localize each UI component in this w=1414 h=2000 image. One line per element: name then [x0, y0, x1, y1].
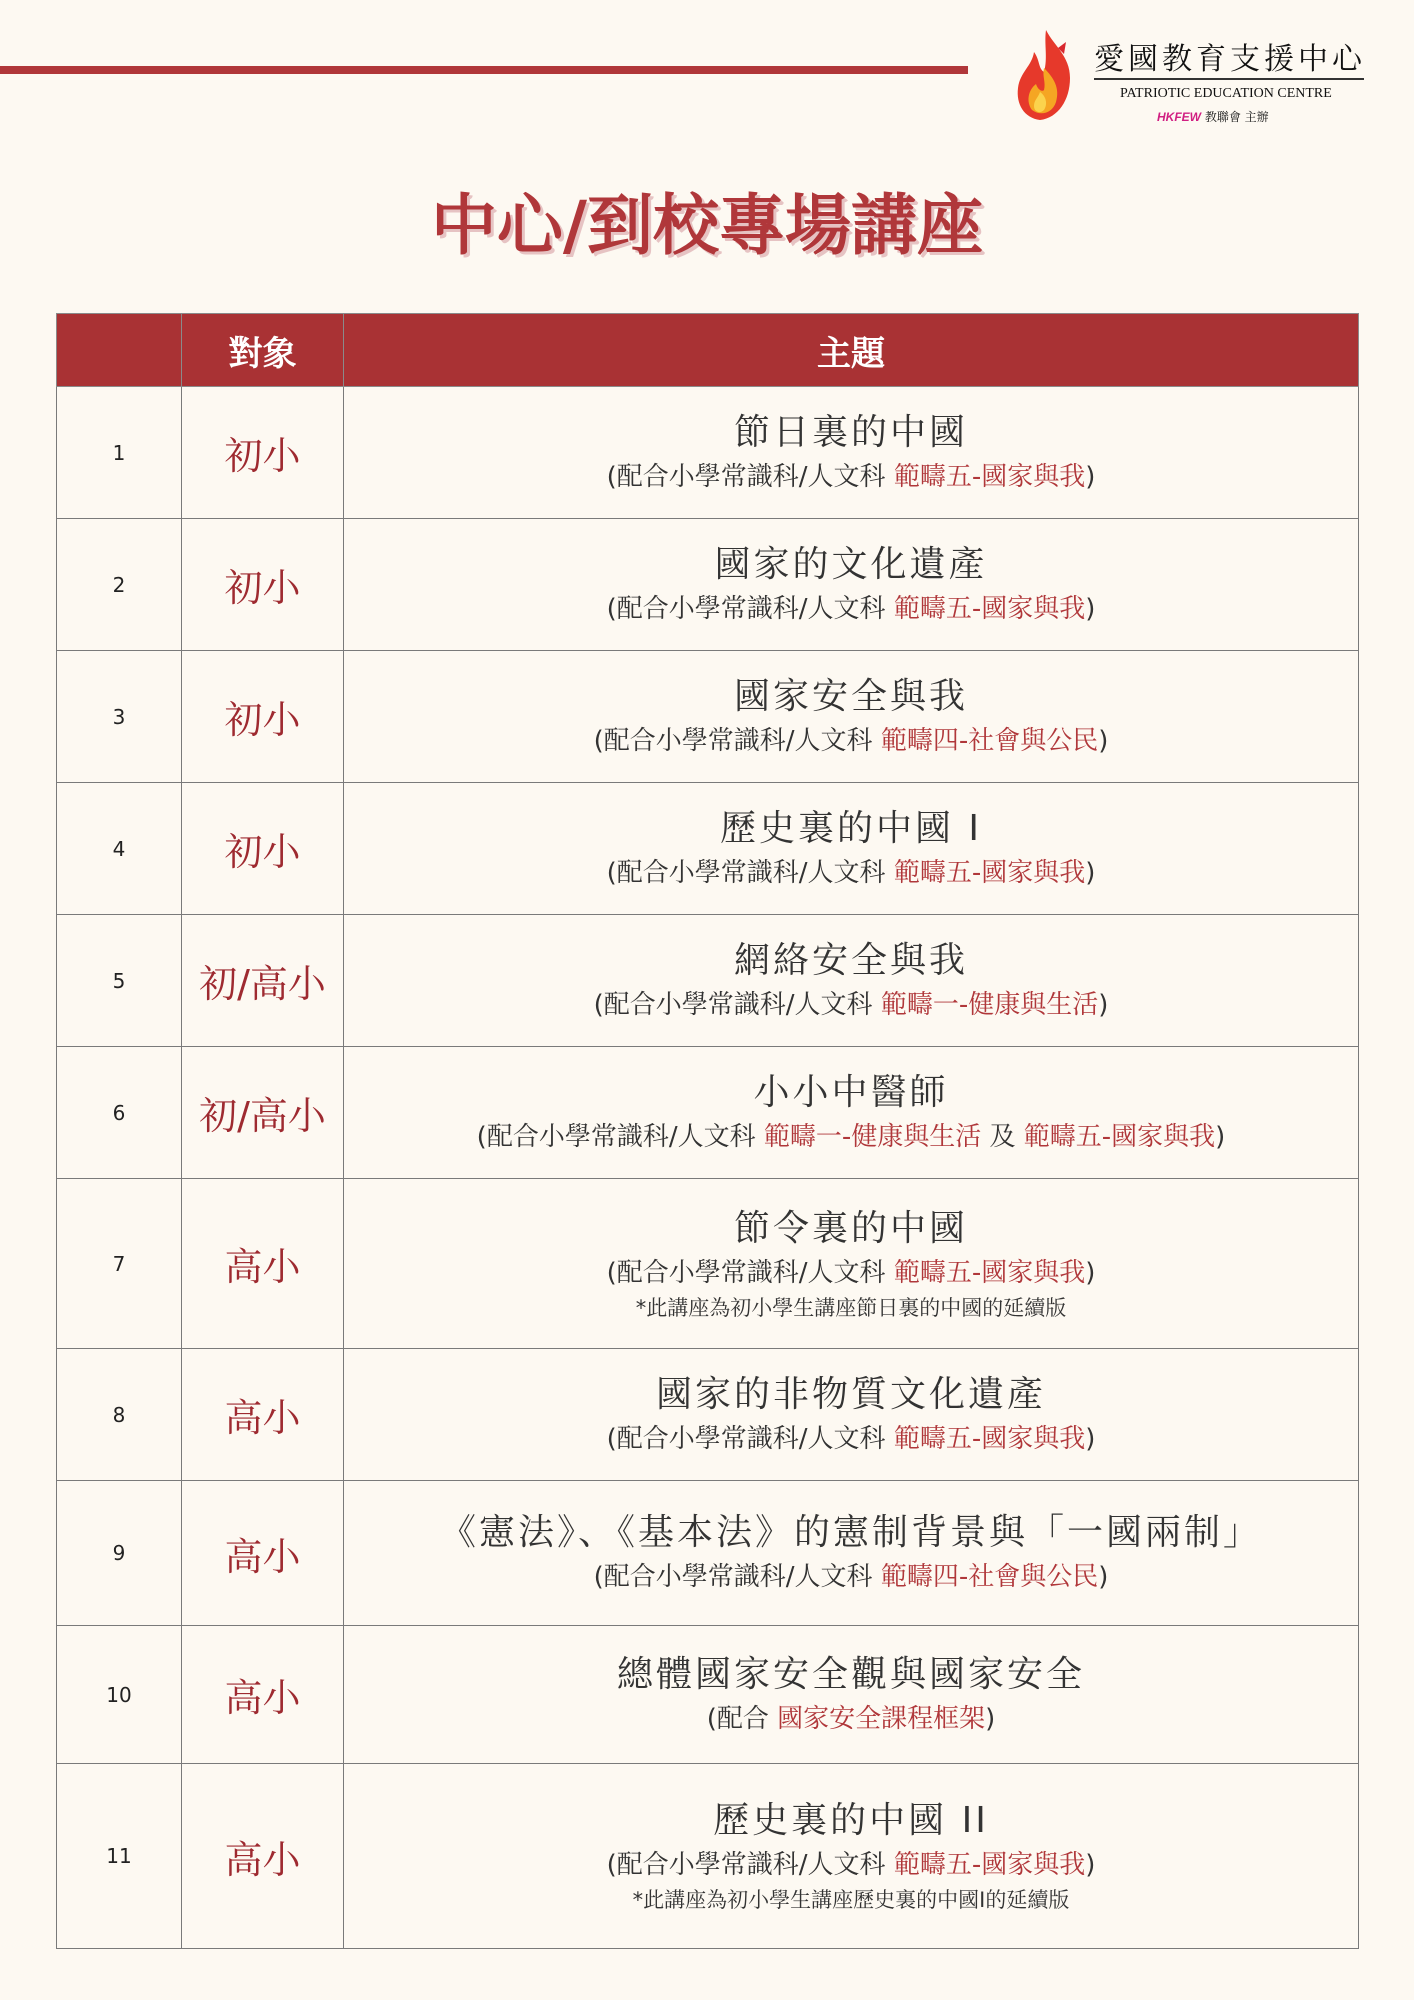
row-topic — [344, 1179, 1359, 1349]
row-number: 6 — [57, 1047, 182, 1179]
row-audience: 高小 — [182, 1349, 344, 1481]
hkfew-brand: HKFEW — [1157, 110, 1201, 124]
topic-curriculum — [344, 589, 1358, 629]
curriculum-text: ) — [1098, 1562, 1109, 1592]
table-row — [57, 651, 1359, 783]
header-number — [57, 314, 182, 387]
top-decorative-rule — [0, 66, 968, 74]
header-topic: 主題 — [344, 314, 1359, 387]
row-audience: 初/高小 — [182, 1047, 344, 1179]
row-audience: 初小 — [182, 783, 344, 915]
topic-curriculum — [344, 721, 1358, 761]
topic-title: 節日裏的中國 — [733, 411, 968, 453]
table-row — [57, 1764, 1359, 1949]
curriculum-strand: 範疇五-國家與我 — [893, 1423, 1086, 1454]
topic-curriculum — [344, 853, 1358, 893]
row-number: 11 — [57, 1764, 182, 1949]
row-number: 7 — [57, 1179, 182, 1349]
curriculum-text: ) — [1098, 989, 1109, 1020]
curriculum-text: 及 — [981, 1121, 1024, 1152]
curriculum-text: (配合小學常識科/人文科 — [606, 593, 894, 624]
row-audience: 初小 — [182, 519, 344, 651]
topic-title: 歷史裏的中國 I — [719, 807, 983, 849]
topic-note: *此講座為初小學生講座歷史裏的中國I的延續版 — [632, 1888, 1070, 1912]
table-row — [57, 1047, 1359, 1179]
row-topic — [344, 1481, 1359, 1626]
curriculum-strand: 範疇四-社會與公民 — [880, 1562, 1099, 1592]
curriculum-text: (配合小學常識科/人文科 — [593, 725, 881, 756]
flame-logo-icon — [1010, 28, 1082, 124]
logo-divider — [1094, 78, 1364, 80]
row-audience: 高小 — [182, 1481, 344, 1626]
topic-curriculum — [344, 1845, 1358, 1885]
curriculum-strand: 國家安全課程框架 — [777, 1703, 986, 1734]
row-topic — [344, 1764, 1359, 1949]
row-topic — [344, 519, 1359, 651]
curriculum-text: ) — [1085, 1423, 1096, 1454]
curriculum-text: (配合小學常識科/人文科 — [606, 1423, 894, 1454]
header-audience: 對象 — [182, 314, 344, 387]
topic-title: 總體國家安全觀與國家安全 — [616, 1653, 1085, 1695]
row-number: 8 — [57, 1349, 182, 1481]
topic-curriculum — [344, 1699, 1358, 1739]
topic-title: 小小中醫師 — [753, 1071, 949, 1113]
lecture-table — [56, 313, 1359, 1949]
curriculum-text: ) — [1085, 593, 1096, 624]
topic-curriculum — [344, 1117, 1358, 1157]
row-number: 2 — [57, 519, 182, 651]
curriculum-strand: 範疇四-社會與公民 — [880, 725, 1099, 756]
curriculum-text: ) — [1085, 1257, 1096, 1288]
topic-title: 節令裏的中國 — [733, 1207, 968, 1249]
curriculum-strand: 範疇五-國家與我 — [893, 857, 1086, 888]
table-row — [57, 1349, 1359, 1481]
topic-curriculum — [344, 1557, 1358, 1597]
curriculum-strand: 範疇五-國家與我 — [1023, 1121, 1216, 1152]
row-topic — [344, 1047, 1359, 1179]
row-number: 10 — [57, 1626, 182, 1764]
curriculum-text: (配合小學常識科/人文科 — [606, 1257, 894, 1288]
curriculum-text: ) — [1085, 1850, 1096, 1880]
curriculum-text: ) — [985, 1703, 996, 1734]
row-topic — [344, 783, 1359, 915]
topic-title: 《憲法》、《基本法》的憲制背景與「一國兩制」 — [439, 1512, 1262, 1553]
topic-note: *此講座為初小學生講座節日裏的中國的延續版 — [635, 1295, 1067, 1320]
row-number: 3 — [57, 651, 182, 783]
topic-curriculum — [344, 1253, 1358, 1293]
table-row — [57, 1179, 1359, 1349]
organization-logo — [1010, 28, 1390, 128]
curriculum-text: (配合小學常識科/人文科 — [593, 989, 881, 1020]
curriculum-text: (配合 — [706, 1703, 778, 1734]
table-row — [57, 915, 1359, 1047]
curriculum-strand: 範疇一-健康與生活 — [880, 989, 1099, 1020]
curriculum-text: (配合小學常識科/人文科 — [476, 1121, 764, 1152]
table-row — [57, 387, 1359, 519]
row-topic — [344, 387, 1359, 519]
logo-english-name: PATRIOTIC EDUCATION CENTRE — [1120, 86, 1332, 101]
curriculum-text: ) — [1085, 857, 1096, 888]
curriculum-text: (配合小學常識科/人文科 — [606, 857, 894, 888]
table-body — [57, 387, 1359, 1949]
curriculum-text: (配合小學常識科/人文科 — [593, 1562, 881, 1592]
topic-title: 國家安全與我 — [733, 675, 968, 717]
page-title: 中心/到校專場講座 — [430, 187, 984, 264]
table-row — [57, 519, 1359, 651]
topic-curriculum — [344, 1419, 1358, 1459]
row-audience: 初小 — [182, 387, 344, 519]
row-audience: 初/高小 — [182, 915, 344, 1047]
curriculum-strand: 範疇五-國家與我 — [893, 1257, 1086, 1288]
table-row — [57, 783, 1359, 915]
organizer-text: 教聯會 主辦 — [1204, 110, 1269, 124]
row-topic — [344, 1349, 1359, 1481]
row-number: 5 — [57, 915, 182, 1047]
curriculum-strand: 範疇一-健康與生活 — [763, 1121, 982, 1152]
row-audience: 高小 — [182, 1179, 344, 1349]
topic-curriculum — [344, 457, 1358, 497]
topic-title: 網絡安全與我 — [733, 939, 968, 981]
row-number: 1 — [57, 387, 182, 519]
row-audience: 高小 — [182, 1764, 344, 1949]
row-number: 4 — [57, 783, 182, 915]
row-topic — [344, 1626, 1359, 1764]
topic-title: 歷史裏的中國 II — [713, 1800, 989, 1841]
row-topic — [344, 915, 1359, 1047]
curriculum-text: (配合小學常識科/人文科 — [606, 1850, 894, 1880]
row-audience: 高小 — [182, 1626, 344, 1764]
curriculum-text: ) — [1085, 461, 1096, 492]
table-header-row — [57, 314, 1359, 387]
curriculum-strand: 範疇五-國家與我 — [893, 593, 1086, 624]
curriculum-text: ) — [1215, 1121, 1226, 1152]
logo-organizer — [1157, 108, 1269, 125]
topic-title: 國家的非物質文化遺產 — [655, 1373, 1046, 1415]
logo-chinese-name: 愛國教育支援中心 — [1094, 42, 1366, 77]
row-topic — [344, 651, 1359, 783]
topic-curriculum — [344, 985, 1358, 1025]
table-row — [57, 1481, 1359, 1626]
topic-title: 國家的文化遺產 — [714, 543, 988, 585]
row-audience: 初小 — [182, 651, 344, 783]
curriculum-strand: 範疇五-國家與我 — [893, 1850, 1086, 1880]
row-number: 9 — [57, 1481, 182, 1626]
curriculum-strand: 範疇五-國家與我 — [893, 461, 1086, 492]
curriculum-text: (配合小學常識科/人文科 — [606, 461, 894, 492]
table-row — [57, 1626, 1359, 1764]
curriculum-text: ) — [1098, 725, 1109, 756]
